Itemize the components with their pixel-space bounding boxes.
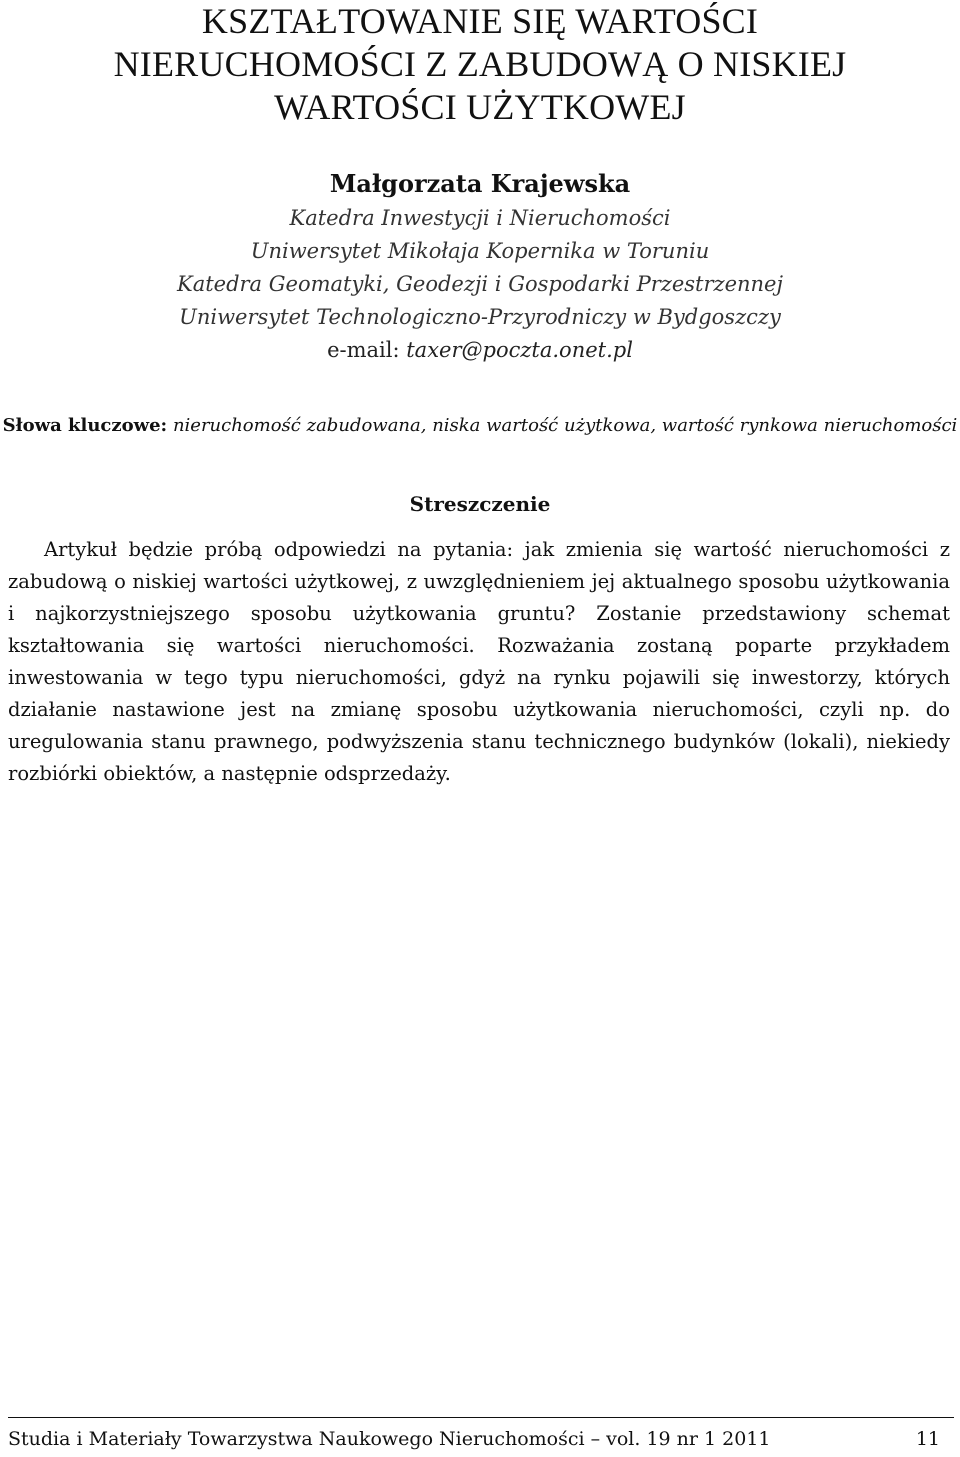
author-name: Małgorzata Krajewska bbox=[329, 169, 631, 198]
footer-journal: Studia i Materiały Towarzystwa Naukowego Nieruchomości – vol. 19 nr 1 2011 bbox=[8, 1428, 771, 1450]
keywords-text: nieruchomość zabudowana, niska wartość użytkowa, wartość rynkowa nieruchomości bbox=[172, 415, 958, 436]
email-label: e-mail: bbox=[327, 338, 400, 362]
abstract-heading: Streszczenie bbox=[409, 492, 551, 516]
footer-divider bbox=[8, 1417, 954, 1418]
affiliation-1: Katedra Inwestycji i Nieruchomości bbox=[289, 206, 671, 230]
title-line-3: WARTOŚCI UŻYTKOWEJ bbox=[274, 87, 686, 127]
affiliation-2: Uniwersytet Mikołaja Kopernika w Toruniu bbox=[250, 239, 710, 263]
abstract-text: Artykuł będzie próbą odpowiedzi na pytania: jak zmienia się wartość nieruchomości z zabudową o niskiej wartości użytkowej, z uwzględnieniem jej aktualnego sposobu użytkowania i najkorzystniejszego sposobu użytkowania gruntu? Zostanie przedstawiony schemat kształtowania się wartości nieruchomości. Rozważania zostaną poparte przykładem inwestowania w tego typu nieruchomości, gdyż na rynku pojawili się inwestorzy, których działanie nastawione jest na zmianę sposobu użytkowania nieruchomości, czyli np. do uregulowania stanu prawnego, podwyższenia stanu technicznego budynków (lokali), niekiedy rozbiórki obiektów, a następnie odsprzedaży. bbox=[8, 538, 950, 785]
keywords bbox=[0, 410, 960, 441]
title-line-2: NIERUCHOMOŚCI Z ZABUDOWĄ O NISKIEJ bbox=[113, 44, 847, 84]
affiliation-3: Katedra Geomatyki, Geodezji i Gospodarki Przestrzennej bbox=[177, 272, 783, 296]
paper-title bbox=[0, 0, 960, 129]
email-line bbox=[0, 334, 960, 367]
email-address[interactable]: taxer@poczta.onet.pl bbox=[406, 338, 633, 362]
page-number: 11 bbox=[915, 1428, 940, 1450]
title-line-1: KSZTAŁTOWANIE SIĘ WARTOŚCI bbox=[201, 1, 759, 41]
page-footer bbox=[8, 1422, 954, 1456]
author-block bbox=[0, 166, 960, 367]
keywords-label: Słowa kluczowe: bbox=[2, 415, 168, 436]
affiliation-4: Uniwersytet Technologiczno-Przyrodniczy w Bydgoszczy bbox=[179, 305, 781, 329]
